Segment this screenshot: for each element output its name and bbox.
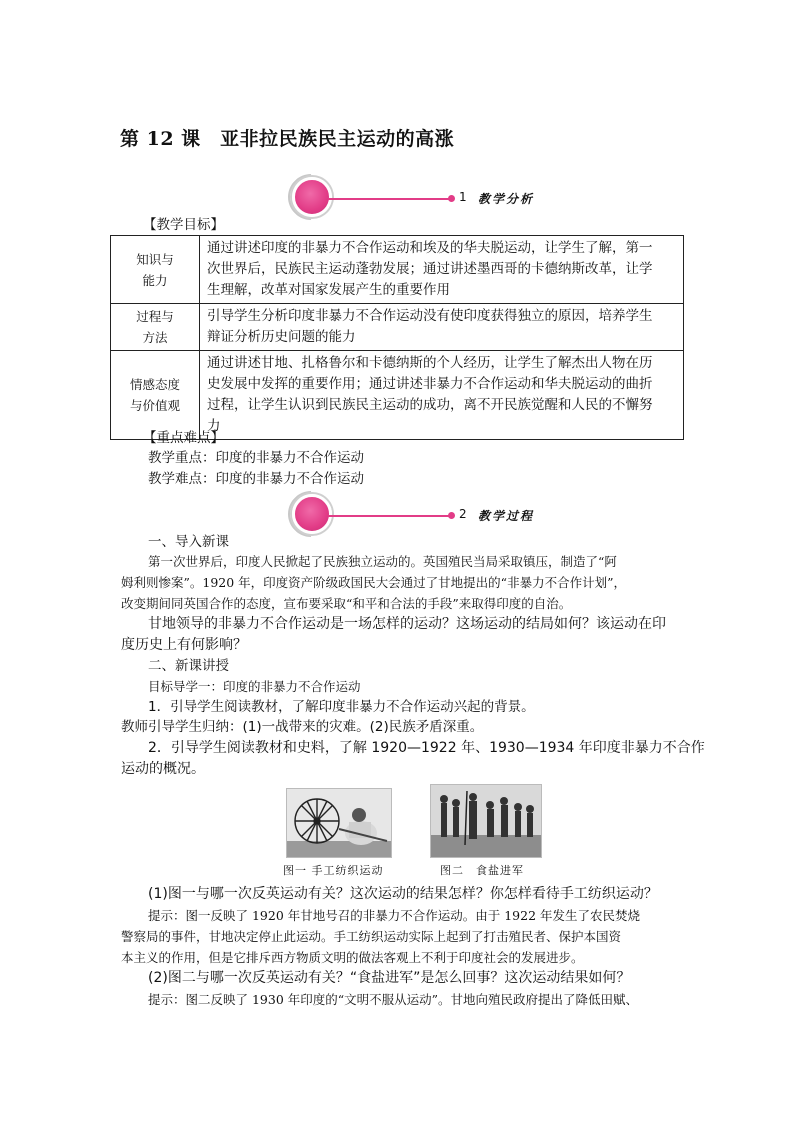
table-row: [111, 351, 684, 440]
section-number: 1: [459, 190, 467, 204]
answer-1-line: 警察局的事件，甘地决定停止此运动。手工纺织运动实际上起到了打击殖民者、保护本国资: [121, 929, 622, 944]
section-banner-analysis: [288, 177, 548, 217]
row-content: 引导学生分析印度非暴力不合作运动没有使印度获得独立的原因，培养学生 辩证分析历史问题的能力: [200, 304, 684, 351]
pink-circle-icon: [292, 494, 332, 534]
salt-march-photo: [431, 785, 541, 857]
banner-dot: [448, 195, 455, 202]
question-2: (2)图二与哪一次反英运动有关？“食盐进军”是怎么回事？这次运动结果如何？: [148, 970, 631, 986]
spinning-wheel-photo: [287, 789, 391, 857]
intro-line: 改变期间同英国合作的态度，宣布要采取“和平和合法的手段”来取得印度的自治。: [121, 596, 572, 611]
row-header: 情感态度 与价值观: [111, 351, 200, 440]
intro-question-line: 度历史上有何影响？: [121, 637, 247, 653]
difficult-point: 教学难点：印度的非暴力不合作运动: [148, 471, 364, 487]
banner-line: [328, 515, 450, 517]
answer-1-line: 本主义的作用，但是它排斥西方物质文明的做法客观上不利于印度社会的发展进步。: [121, 950, 584, 965]
section-label: 教学过程: [478, 509, 535, 523]
question-1: (1)图一与哪一次反英运动有关？这次运动的结果怎样？你怎样看待手工纺织运动？: [148, 886, 658, 902]
guide-heading: 目标导学一：印度的非暴力不合作运动: [148, 679, 361, 694]
figure-salt-march: [430, 784, 542, 858]
section-number: 2: [459, 507, 467, 521]
page-title: 第 12 课 亚非拉民族民主运动的高涨: [120, 128, 455, 150]
keypoints-heading: 【重点难点】: [143, 430, 224, 446]
part2-heading: 二、新课讲授: [148, 658, 229, 674]
key-point: 教学重点：印度的非暴力不合作运动: [148, 450, 364, 466]
teaching-goals-table: [110, 235, 684, 440]
answer-1-line: 提示：图一反映了 1920 年甘地号召的非暴力不合作运动。由于 1922 年发生了农民焚烧: [148, 908, 641, 923]
pink-circle-icon: [292, 177, 332, 217]
banner-dot: [448, 512, 455, 519]
row-header: 过程与 方法: [111, 304, 200, 351]
figure1-caption: 图一 手工纺织运动: [283, 864, 384, 877]
figure2-caption: 图二 食盐进军: [440, 864, 524, 877]
row-content: 通过讲述甘地、扎格鲁尔和卡德纳斯的个人经历，让学生了解杰出人物在历 史发展中发挥的重要作用；通过讲述非暴力不合作运动和华夫脱运动的曲折 过程，让学生认识到民族民主运动的成功，离不开民族觉醒和人民的不懈努 力: [200, 351, 684, 440]
table-row: [111, 236, 684, 304]
figure-spinning-wheel: [286, 788, 392, 858]
banner-line: [328, 198, 450, 200]
section-banner-process: [288, 494, 548, 534]
row-header: 知识与 能力: [111, 236, 200, 304]
step2-line: 2．引导学生阅读教材和史料，了解 1920—1922 年、1930—1934 年印度非暴力不合作: [148, 740, 705, 756]
step2-line: 运动的概况。: [121, 761, 205, 777]
part1-heading: 一、导入新课: [148, 534, 229, 550]
section-label: 教学分析: [478, 192, 535, 206]
step1: 1．引导学生阅读教材，了解印度非暴力不合作运动兴起的背景。: [148, 699, 535, 715]
intro-line: 第一次世界后，印度人民掀起了民族独立运动的。英国殖民当局采取镇压，制造了“阿: [148, 554, 617, 569]
teacher-summary: 教师引导学生归纳：(1)一战带来的灾难。(2)民族矛盾深重。: [121, 719, 484, 735]
table-row: [111, 304, 684, 351]
intro-line: 姆利则惨案”。1920 年，印度资产阶级政国民大会通过了甘地提出的“非暴力不合作计划”，: [121, 575, 626, 590]
answer-2-line: 提示：图二反映了 1930 年印度的“文明不服从运动”。甘地向殖民政府提出了降低田赋、: [148, 992, 639, 1007]
row-content: 通过讲述印度的非暴力不合作运动和埃及的华夫脱运动，让学生了解，第一 次世界后，民族民主运动蓬勃发展；通过讲述墨西哥的卡德纳斯改革，让学 生理解，改革对国家发展产生的重要作用: [200, 236, 684, 304]
intro-question-line: 甘地领导的非暴力不合作运动是一场怎样的运动？这场运动的结局如何？该运动在印: [148, 616, 666, 632]
goals-heading: 【教学目标】: [143, 217, 224, 233]
